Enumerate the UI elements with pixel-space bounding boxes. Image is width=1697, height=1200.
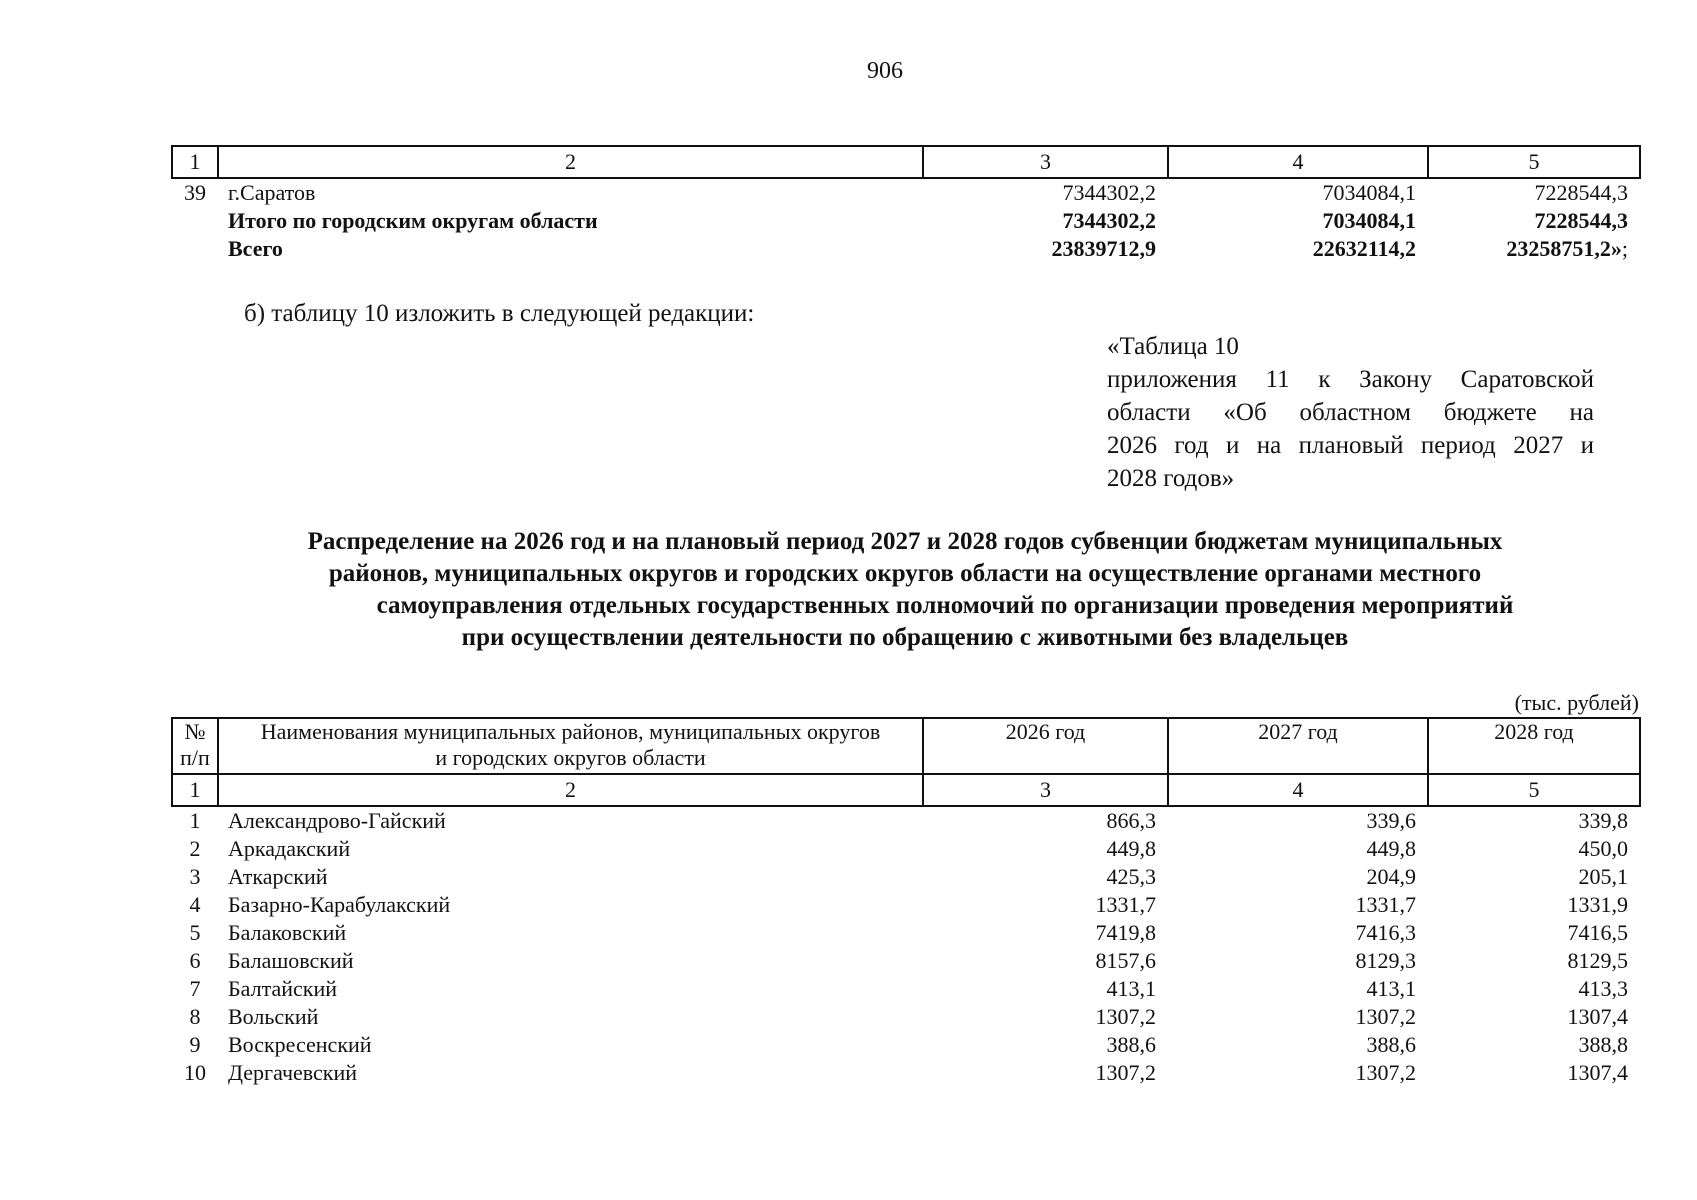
column-number: 1 bbox=[172, 146, 218, 178]
row-name: Александрово-Гайский bbox=[228, 808, 446, 833]
subtotal-label: Итого по городским округам области bbox=[228, 208, 598, 233]
value-2026: 413,1 bbox=[1106, 976, 1156, 1001]
row-number: 3 bbox=[189, 864, 201, 889]
row-name: Дергачевский bbox=[228, 1060, 358, 1085]
value-2026: 8157,6 bbox=[1095, 948, 1156, 973]
row-name: Аркадакский bbox=[228, 836, 351, 861]
row-number: 2 bbox=[189, 836, 201, 861]
table-row bbox=[172, 835, 1640, 863]
table-row bbox=[172, 178, 1640, 207]
title-line: при осуществлении деятельности по обращению с животными без владельцев bbox=[461, 624, 1349, 651]
unit-label: (тыс. рублей) bbox=[1514, 690, 1639, 715]
value-2027: 413,1 bbox=[1366, 976, 1416, 1001]
value-2027: 1307,2 bbox=[1355, 1004, 1416, 1029]
value-2026: 1307,2 bbox=[1095, 1004, 1156, 1029]
value-2026: 449,8 bbox=[1106, 836, 1156, 861]
appendix-line: «Таблица 10 bbox=[1107, 333, 1239, 360]
row-number: 10 bbox=[184, 1060, 206, 1085]
value-2027: 7416,3 bbox=[1355, 920, 1416, 945]
value-2028: 1331,9 bbox=[1567, 892, 1628, 917]
table-row bbox=[172, 975, 1640, 1003]
row-number: 8 bbox=[189, 1004, 201, 1029]
appendix-line: приложения 11 к Закону Саратовской bbox=[1107, 366, 1594, 393]
title-line: районов, муниципальных округов и городских округов области на осуществление органами местного bbox=[328, 560, 1482, 587]
value-2026: 7419,8 bbox=[1095, 920, 1156, 945]
column-number: 2 bbox=[218, 146, 923, 178]
row-name: Аткарский bbox=[228, 864, 328, 889]
row-number: 1 bbox=[189, 808, 201, 833]
table-row bbox=[172, 891, 1640, 919]
row-number: 9 bbox=[189, 1032, 201, 1057]
value-2027: 8129,3 bbox=[1355, 948, 1416, 973]
subtotal-2027: 7034084,1 bbox=[1322, 208, 1416, 233]
header-2026: 2026 год bbox=[923, 718, 1168, 774]
value-2026: 425,3 bbox=[1106, 864, 1156, 889]
value-2027: 1307,2 bbox=[1355, 1060, 1416, 1085]
value-2027: 7034084,1 bbox=[1322, 180, 1416, 205]
total-2028-cell bbox=[1428, 235, 1640, 263]
column-number-row bbox=[172, 146, 1640, 178]
table-row bbox=[172, 947, 1640, 975]
value-2026: 1307,2 bbox=[1095, 1060, 1156, 1085]
row-name: Балтайский bbox=[228, 976, 337, 1001]
table-row bbox=[172, 1031, 1640, 1059]
table-row bbox=[172, 919, 1640, 947]
column-number: 1 bbox=[172, 774, 218, 806]
table-title bbox=[171, 526, 1639, 654]
table-row bbox=[172, 806, 1640, 835]
column-number: 5 bbox=[1428, 146, 1640, 178]
table-row bbox=[172, 1003, 1640, 1031]
title-line: самоуправления отдельных государственных полномочий по организации проведения мероприятий bbox=[376, 592, 1514, 619]
value-2027: 1331,7 bbox=[1355, 892, 1416, 917]
total-suffix: ; bbox=[1621, 236, 1628, 261]
value-2028: 1307,4 bbox=[1567, 1060, 1628, 1085]
row-name: г.Саратов bbox=[228, 180, 316, 205]
row-number: 39 bbox=[184, 180, 206, 205]
value-2028: 8129,5 bbox=[1567, 948, 1628, 973]
value-2027: 204,9 bbox=[1366, 864, 1416, 889]
subtotal-2026: 7344302,2 bbox=[1062, 208, 1156, 233]
column-number: 5 bbox=[1428, 774, 1640, 806]
column-number: 4 bbox=[1168, 774, 1428, 806]
row-name: Базарно-Карабулакский bbox=[228, 892, 451, 917]
value-2027: 339,6 bbox=[1366, 808, 1416, 833]
column-number-row bbox=[172, 774, 1640, 806]
value-2028: 339,8 bbox=[1578, 808, 1628, 833]
header-2028: 2028 год bbox=[1428, 718, 1640, 774]
value-2027: 449,8 bbox=[1366, 836, 1416, 861]
value-2028: 450,0 bbox=[1578, 836, 1628, 861]
appendix-reference bbox=[1107, 330, 1594, 495]
column-number: 3 bbox=[923, 774, 1168, 806]
row-name: Вольский bbox=[228, 1004, 319, 1029]
row-number: 6 bbox=[189, 948, 201, 973]
total-2027: 22632114,2 bbox=[1312, 236, 1416, 261]
appendix-line: 2026 год и на плановый период 2027 и bbox=[1107, 432, 1594, 459]
subtotal-row bbox=[172, 207, 1640, 235]
main-table bbox=[171, 717, 1641, 1087]
top-table bbox=[171, 145, 1641, 263]
total-2028: 23258751,2» bbox=[1506, 236, 1622, 261]
total-label: Всего bbox=[228, 236, 283, 261]
appendix-line: области «Об областном бюджете на bbox=[1107, 399, 1594, 426]
column-number: 4 bbox=[1168, 146, 1428, 178]
value-2026: 866,3 bbox=[1106, 808, 1156, 833]
row-name: Воскресенский bbox=[228, 1032, 372, 1057]
header-name: Наименования муниципальных районов, муниципальных округов и городских округов области bbox=[218, 718, 923, 774]
total-row bbox=[172, 235, 1640, 263]
value-2028: 7228544,3 bbox=[1534, 180, 1628, 205]
row-number: 4 bbox=[189, 892, 201, 917]
page-number: 906 bbox=[867, 58, 903, 84]
value-2028: 205,1 bbox=[1578, 864, 1628, 889]
value-2026: 388,6 bbox=[1106, 1032, 1156, 1057]
row-name: Балашовский bbox=[228, 948, 354, 973]
header-row bbox=[172, 718, 1640, 774]
value-2028: 413,3 bbox=[1578, 976, 1628, 1001]
value-2027: 388,6 bbox=[1366, 1032, 1416, 1057]
value-2028: 7416,5 bbox=[1567, 920, 1628, 945]
value-2026: 1331,7 bbox=[1095, 892, 1156, 917]
header-2027: 2027 год bbox=[1168, 718, 1428, 774]
table-row bbox=[172, 863, 1640, 891]
row-number: 7 bbox=[189, 976, 201, 1001]
column-number: 3 bbox=[923, 146, 1168, 178]
row-name: Балаковский bbox=[228, 920, 347, 945]
column-number: 2 bbox=[218, 774, 923, 806]
title-line: Распределение на 2026 год и на плановый период 2027 и 2028 годов субвенции бюджетам муниципальных bbox=[307, 528, 1503, 555]
header-number: № п/п bbox=[172, 718, 218, 774]
table-row bbox=[172, 1059, 1640, 1087]
value-2028: 1307,4 bbox=[1567, 1004, 1628, 1029]
total-2026: 23839712,9 bbox=[1051, 236, 1156, 261]
instruction-text: б) таблицу 10 изложить в следующей редакции: bbox=[244, 300, 755, 327]
appendix-line: 2028 годов» bbox=[1107, 465, 1235, 492]
value-2028: 388,8 bbox=[1578, 1032, 1628, 1057]
subtotal-2028: 7228544,3 bbox=[1534, 208, 1628, 233]
row-number: 5 bbox=[189, 920, 201, 945]
value-2026: 7344302,2 bbox=[1062, 180, 1156, 205]
